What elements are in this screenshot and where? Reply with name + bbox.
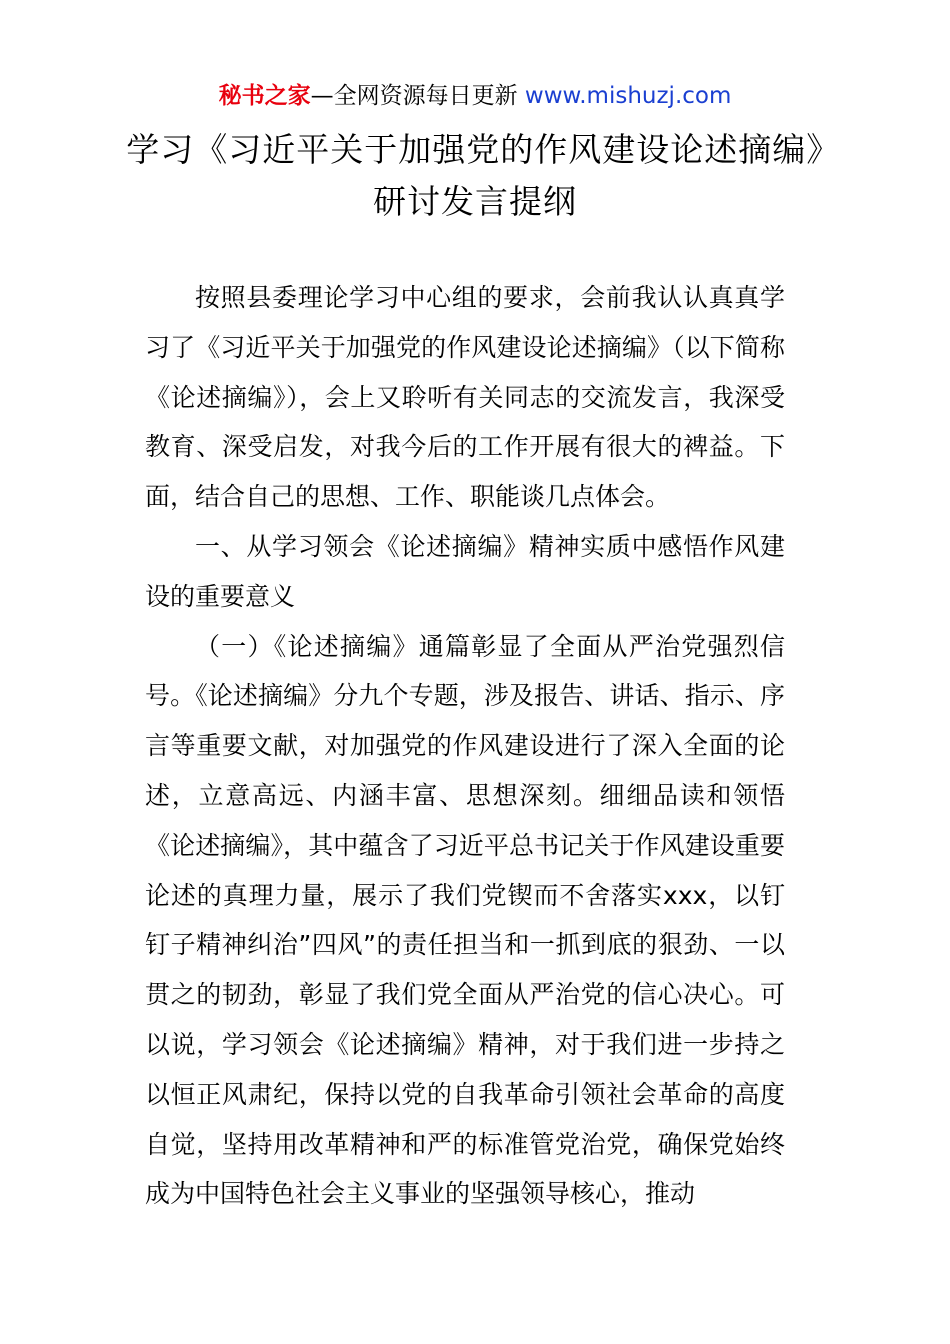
site-url-link[interactable]: www.mishuzj.com <box>524 83 732 109</box>
brand-name: 秘书之家 <box>218 83 311 109</box>
document-body <box>145 273 785 1219</box>
section-heading: 一、从学习领会《论述摘编》精神实质中感悟作风建设的重要意义 <box>145 531 785 611</box>
banner-tagline: —全网资源每日更新 <box>310 83 525 109</box>
subsection-paragraph: （一）《论述摘编》通篇彰显了全面从严治党强烈信号。《论述摘编》分九个专题，涉及报告、讲话、指示、序言等重要文献，对加强党的作风建设进行了深入全面的论述，立意高远、内涵丰富、思想深刻。细细品读和领悟《论述摘编》，其中蕴含了习近平总书记关于作风建设重要论述的真理力量，展示了我们党锲而不舍落实xxx，以钉钉子精神纠治”四风”的责任担当和一抓到底的狠劲、一以贯之的韧劲，彰显了我们党全面从严治党的信心决心。可以说，学习领会《论述摘编》精神，对于我们进一步持之以恒正风肃纪，保持以党的自我革命引领社会革命的高度自觉，坚持用改革精神和严的标准管党治党，确保党始终成为中国特色社会主义事业的坚强领导核心，推动 <box>145 631 785 1209</box>
site-banner <box>0 80 950 112</box>
document-title: 学习《习近平关于加强党的作风建设论述摘编》研讨发言提纲 <box>126 130 824 221</box>
intro-paragraph: 按照县委理论学习中心组的要求，会前我认认真真学习了《习近平关于加强党的作风建设论述摘编》（以下简称《论述摘编》），会上又聆听有关同志的交流发言，我深受教育、深受启发，对我今后的工作开展有很大的裨益。下面，结合自己的思想、工作、职能谈几点体会。 <box>145 283 785 512</box>
